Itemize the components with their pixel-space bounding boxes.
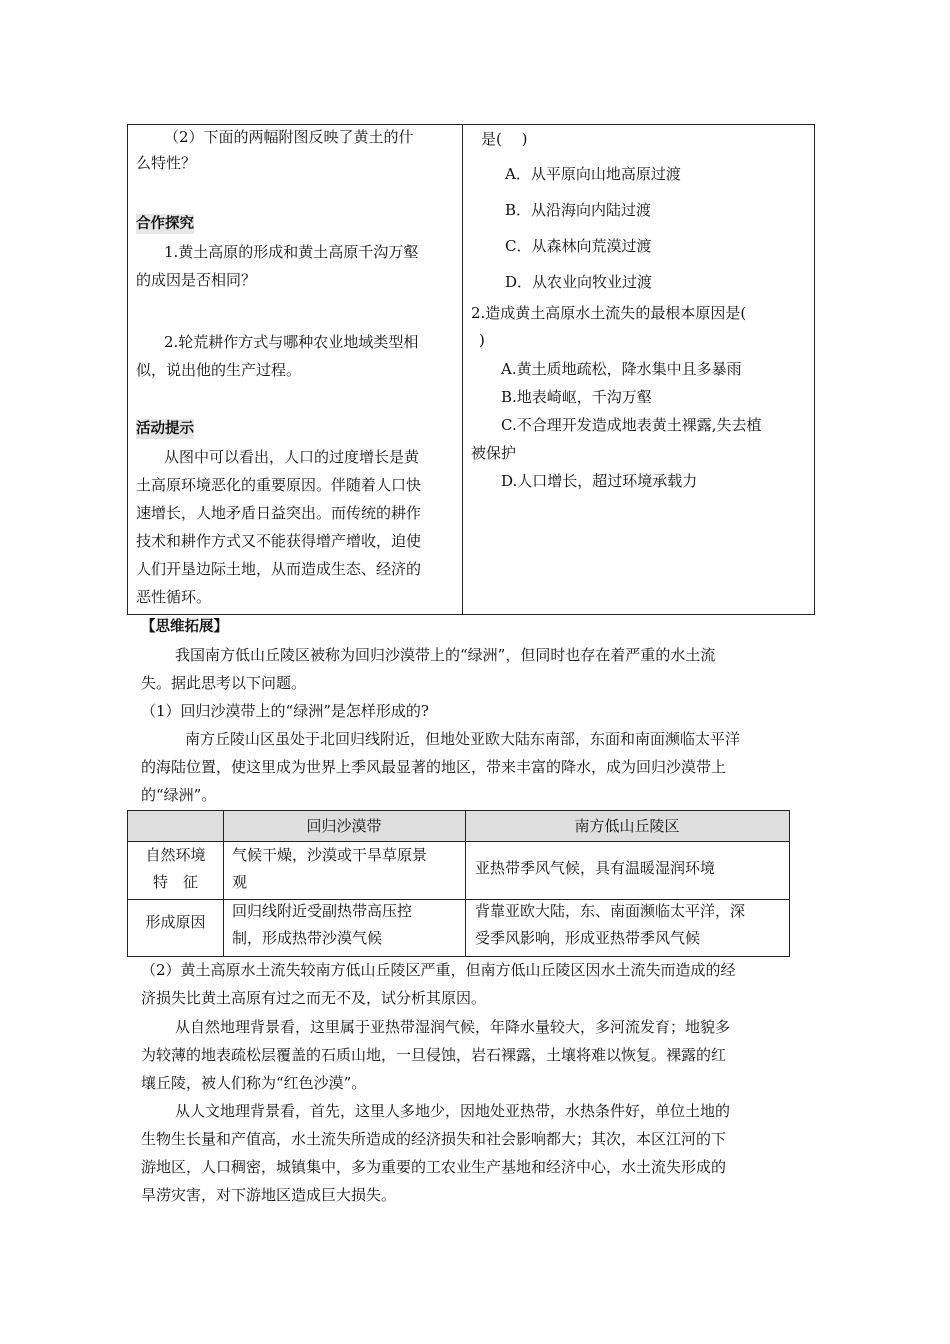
cooperate-q1-line2: 的成因是否相同？ [136,271,257,289]
cooperate-q2-line1: 2.轮荒耕作方式与哪种农业地域类型相 [164,333,419,351]
hint-line: 技术和耕作方式又不能获得增产增收，迫使 [136,532,422,550]
answer-2-p2-line: 生物生长量和产值高，水土流失所造成的经济损失和社会影响都大；其次，本区江河的下 [141,1130,727,1148]
answer-2-p2-line: 旱涝灾害，对下游地区造成巨大损失。 [141,1186,397,1204]
hint-line: 从图中可以看出，人口的过度增长是黄 [164,448,420,466]
answer-1-line2: 的海陆位置，使这里成为世界上季风最显著的地区，带来丰富的降水，成为回归沙漠带上 [141,758,727,776]
option-c-cont: 被保护 [471,444,517,462]
cooperate-heading: 合作探究 [136,216,194,232]
q1-tail: 是( ) [481,130,528,148]
table-cell: 亚热带季风气候，具有温暖湿润环境 [475,859,716,877]
answer-2-p2-line: 游地区，人口稠密，城镇集中，多为重要的工农业生产基地和经济中心，水土流失形成的 [141,1158,727,1176]
option-c: C.不合理开发造成地表黄土裸露,失去植 [501,416,762,434]
exercise-table [127,124,815,615]
option-a: A.黄土质地疏松，降水集中且多暴雨 [501,360,742,378]
row-label: 特 征 [152,873,198,891]
intro-line2: 失。据此思考以下问题。 [141,674,307,692]
hint-line: 速增长，人地矛盾日益突出。而传统的耕作 [136,504,422,522]
option-a: A．从平原向山地高原过渡 [505,165,681,183]
section-title: 【思维拓展】 [141,619,228,635]
hint-line: 人们开垦边际土地，从而造成生态、经济的 [136,560,422,578]
option-b: B.地表崎岖，千沟万壑 [501,388,652,406]
question-1: （1）回归沙漠带上的“绿洲”是怎样形成的? [141,702,429,720]
option-d: D.人口增长，超过环境承载力 [501,472,698,490]
question-2-line1: 2.造成黄土高原水土流失的最根本原因是( [471,304,747,322]
table-cell: 观 [232,873,248,891]
column-divider [462,125,463,614]
answer-2-p1-line: 壤丘陵，被人们称为“红色沙漠”。 [141,1074,367,1092]
row-label: 形成原因 [145,913,206,931]
table-cell: 受季风影响，形成亚热带季风气候 [475,929,701,947]
cooperate-q1-line1: 1.黄土高原的形成和黄土高原千沟万壑 [164,243,419,261]
table-cell: 回归线附近受副热带高压控 [232,902,413,920]
intro-line1: 我国南方低山丘陵区被称为回归沙漠带上的“绿洲”，但同时也存在着严重的水土流 [175,646,716,664]
table-cell: 背靠亚欧大陆，东、南面濒临太平洋，深 [475,902,746,920]
table-cell: 气候干燥，沙漠或干旱草原景 [232,846,428,864]
table-cell: 制，形成热带沙漠气候 [232,929,383,947]
header-south-hills: 南方低山丘陵区 [574,817,680,835]
answer-1-line1: 南方丘陵山区虽处于北回归线附近，但地处亚欧大陆东南部，东面和南面濒临太平洋 [185,730,741,748]
question-2-line1: （2）黄土高原水土流失较南方低山丘陵区严重，但南方低山丘陵区因水土流失而造成的经 [141,961,736,979]
comparison-table [127,810,790,957]
option-c: C．从森林向荒漠过渡 [505,237,652,255]
answer-2-p1-line: 从自然地理背景看，这里属于亚热带湿润气候，年降水量较大，多河流发育；地貌多 [175,1018,731,1036]
option-d: D．从农业向牧业过渡 [505,273,653,291]
option-b: B．从沿海向内陆过渡 [505,201,652,219]
answer-2-p1-line: 为较薄的地表疏松层覆盖的石质山地，一旦侵蚀，岩石裸露，土壤将难以恢复。裸露的红 [141,1046,727,1064]
hint-line: 土高原环境恶化的重要原因。伴随着人口快 [136,476,422,494]
answer-2-p2-line: 从人文地理背景看，首先，这里人多地少，因地处亚热带，水热条件好，单位土地的 [175,1102,731,1120]
question-2-line1: （2）下面的两幅附图反映了黄土的什 [164,128,414,146]
header-desert-belt: 回归沙漠带 [306,817,382,835]
cooperate-q2-line2: 似，说出他的生产过程。 [136,361,302,379]
row-label: 自然环境 [145,846,206,864]
hint-heading: 活动提示 [136,421,194,437]
question-2-line2: 济损失比黄土高原有过之而无不及，试分析其原因。 [141,989,487,1007]
question-2-line2: ) [479,331,485,349]
question-2-line2: 么特性？ [136,154,197,172]
hint-line: 恶性循环。 [136,588,212,606]
answer-1-line3: 的“绿洲”。 [141,786,217,804]
